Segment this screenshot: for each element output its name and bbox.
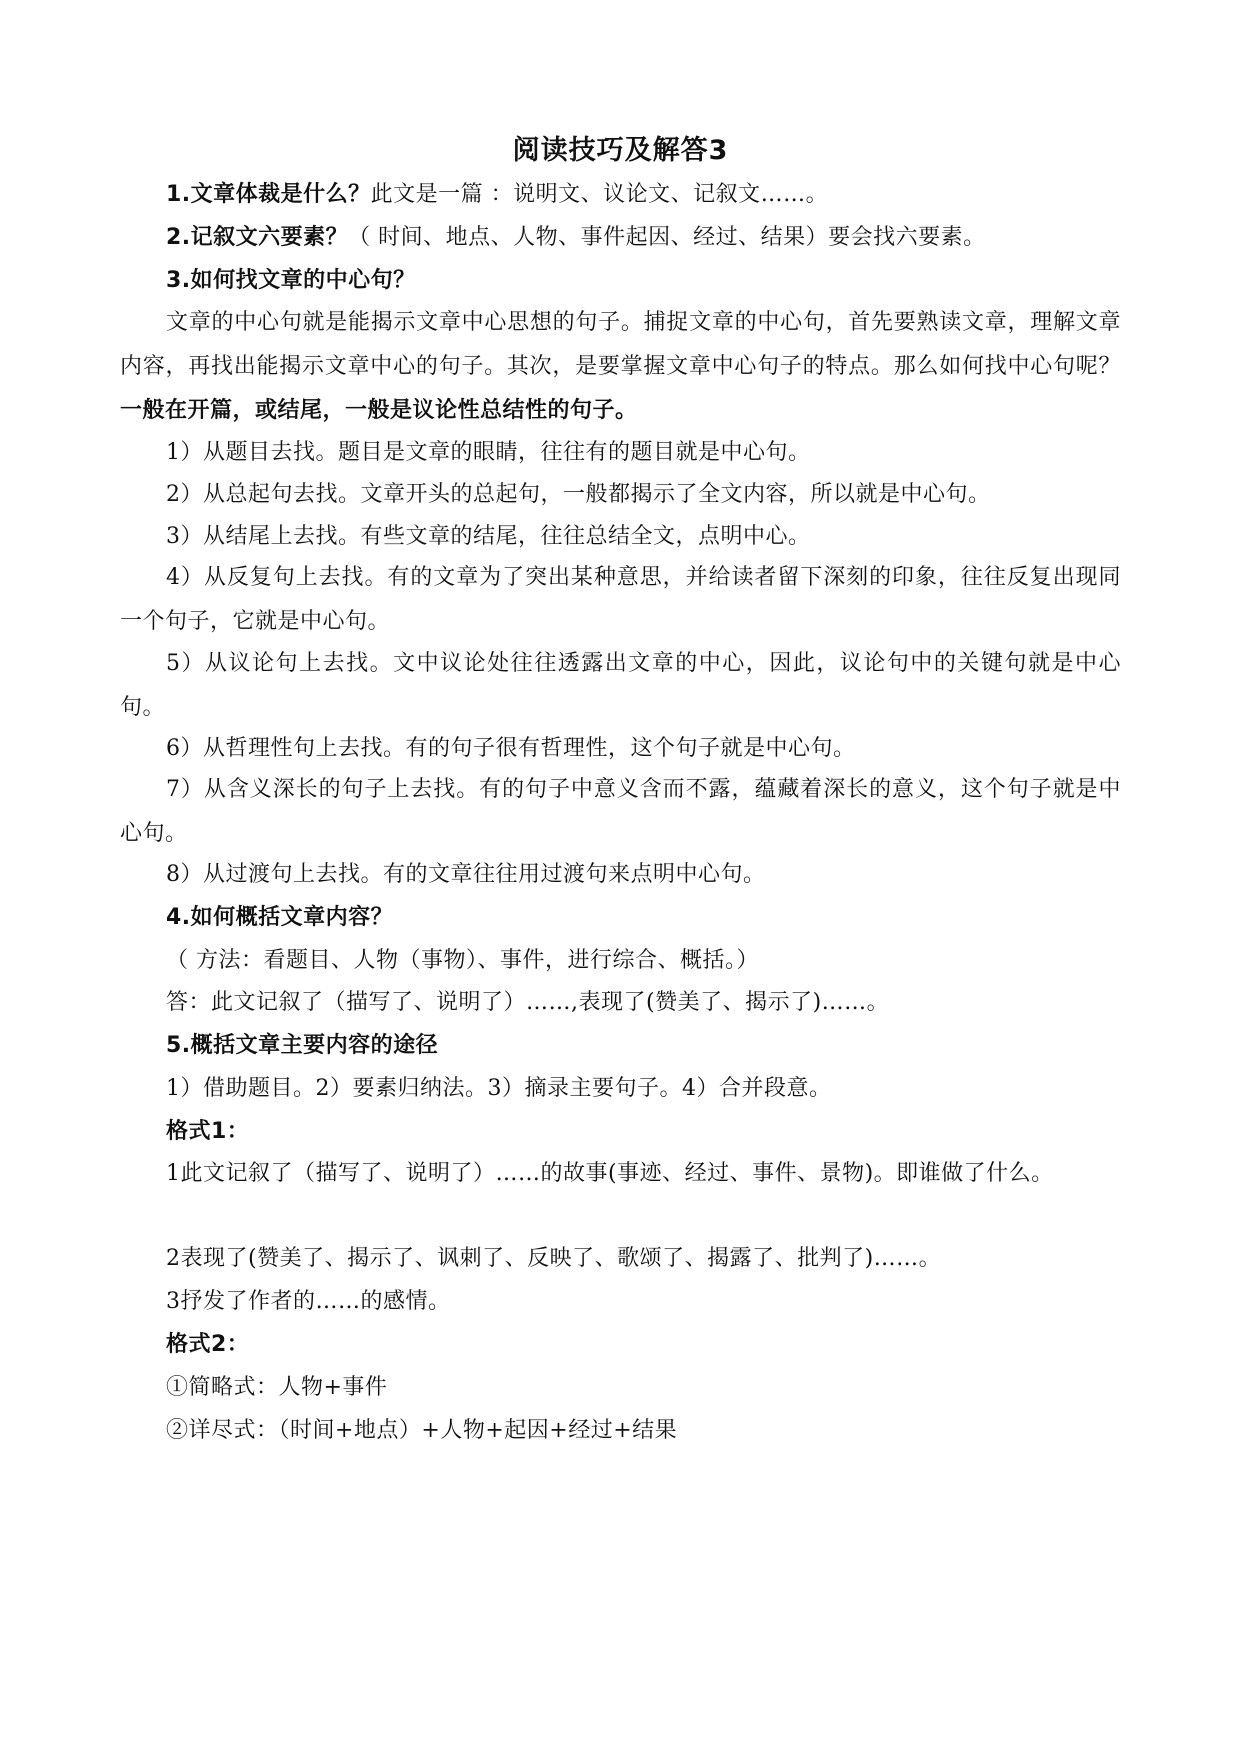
question-1-text: 此文是一篇 ：说明文、议论文、记叙文……。 — [370, 182, 829, 207]
list-item: 5）从议论句上去找。文中议论处往往透露出文章的中心，因此，议论句中的关键句就是中心句。 — [120, 651, 1121, 720]
list-item: 8）从过渡句上去找。有的文章往往用过渡句来点明中心句。 — [166, 862, 766, 887]
question-3-intro-text: 文章的中心句就是能揭示文章中心思想的句子。捕捉文章的中心句，首先要熟读文章，理解文章内容，再找出能揭示文章中心的句子。其次，是要掌握文章中心句子的特点。那么如何找中心句呢？ — [120, 310, 1121, 379]
question-3-intro — [120, 301, 1121, 433]
list-item: 4）从反复句上去找。有的文章为了突出某种意思，并给读者留下深刻的印象，往往反复出现同一个句子，它就是中心句。 — [120, 565, 1121, 634]
list-item: 3）从结尾上去找。有些文章的结尾，往往总结全文，点明中心。 — [166, 524, 811, 549]
format-2-item: ①简略式：人物+事件 — [166, 1375, 388, 1400]
format-1-item: 3抒发了作者的……的感情。 — [166, 1289, 451, 1314]
question-5-label: 5.概括文章主要内容的途径 — [166, 1033, 439, 1058]
question-3-intro-bold: 一般在开篇，或结尾，一般是议论性总结性的句子。 — [120, 398, 638, 423]
question-2-label: 2.记叙文六要素？ — [166, 225, 349, 250]
question-2 — [120, 215, 1121, 261]
question-4-answer: 答：此文记叙了（描写了、说明了）……,表现了(赞美了、揭示了)……。 — [166, 990, 890, 1015]
format-1-item: 2表现了(赞美了、揭示了、讽刺了、反映了、歌颂了、揭露了、批判了)……。 — [166, 1246, 942, 1271]
question-5-ways: 1）借助题目。2）要素归纳法。3）摘录主要句子。4）合并段意。 — [166, 1076, 832, 1101]
list-item: 6）从哲理性句上去找。有的句子很有哲理性，这个句子就是中心句。 — [166, 736, 856, 761]
list-item: 7）从含义深长的句子上去找。有的句子中意义含而不露，蕴藏着深长的意义，这个句子就是中心句。 — [120, 777, 1121, 846]
question-1-label: 1.文章体裁是什么？ — [166, 182, 371, 207]
question-3-label: 3.如何找文章的中心句？ — [166, 268, 416, 293]
format-2-label: 格式2： — [166, 1332, 250, 1357]
list-item: 1）从题目去找。题目是文章的眼睛，往往有的题目就是中心句。 — [166, 440, 811, 465]
question-1 — [120, 172, 1121, 218]
question-2-text: （ 时间、地点、人物、事件起因、经过、结果）要会找六要素。 — [348, 225, 986, 250]
question-4-method: （ 方法：看题目、人物（事物）、事件，进行综合、概括。） — [166, 948, 759, 973]
page-title: 阅读技巧及解答3 — [512, 135, 729, 166]
format-1-label: 格式1： — [166, 1119, 250, 1144]
format-2-item: ②详尽式：（时间+地点）+人物+起因+经过+结果 — [166, 1418, 678, 1443]
question-4-label: 4.如何概括文章内容？ — [166, 905, 394, 930]
format-1-item: 1此文记叙了（描写了、说明了）……的故事(事迹、经过、事件、景物)。即谁做了什么。 — [166, 1161, 1054, 1186]
list-item: 2）从总起句去找。文章开头的总起句，一般都揭示了全文内容，所以就是中心句。 — [166, 482, 991, 507]
